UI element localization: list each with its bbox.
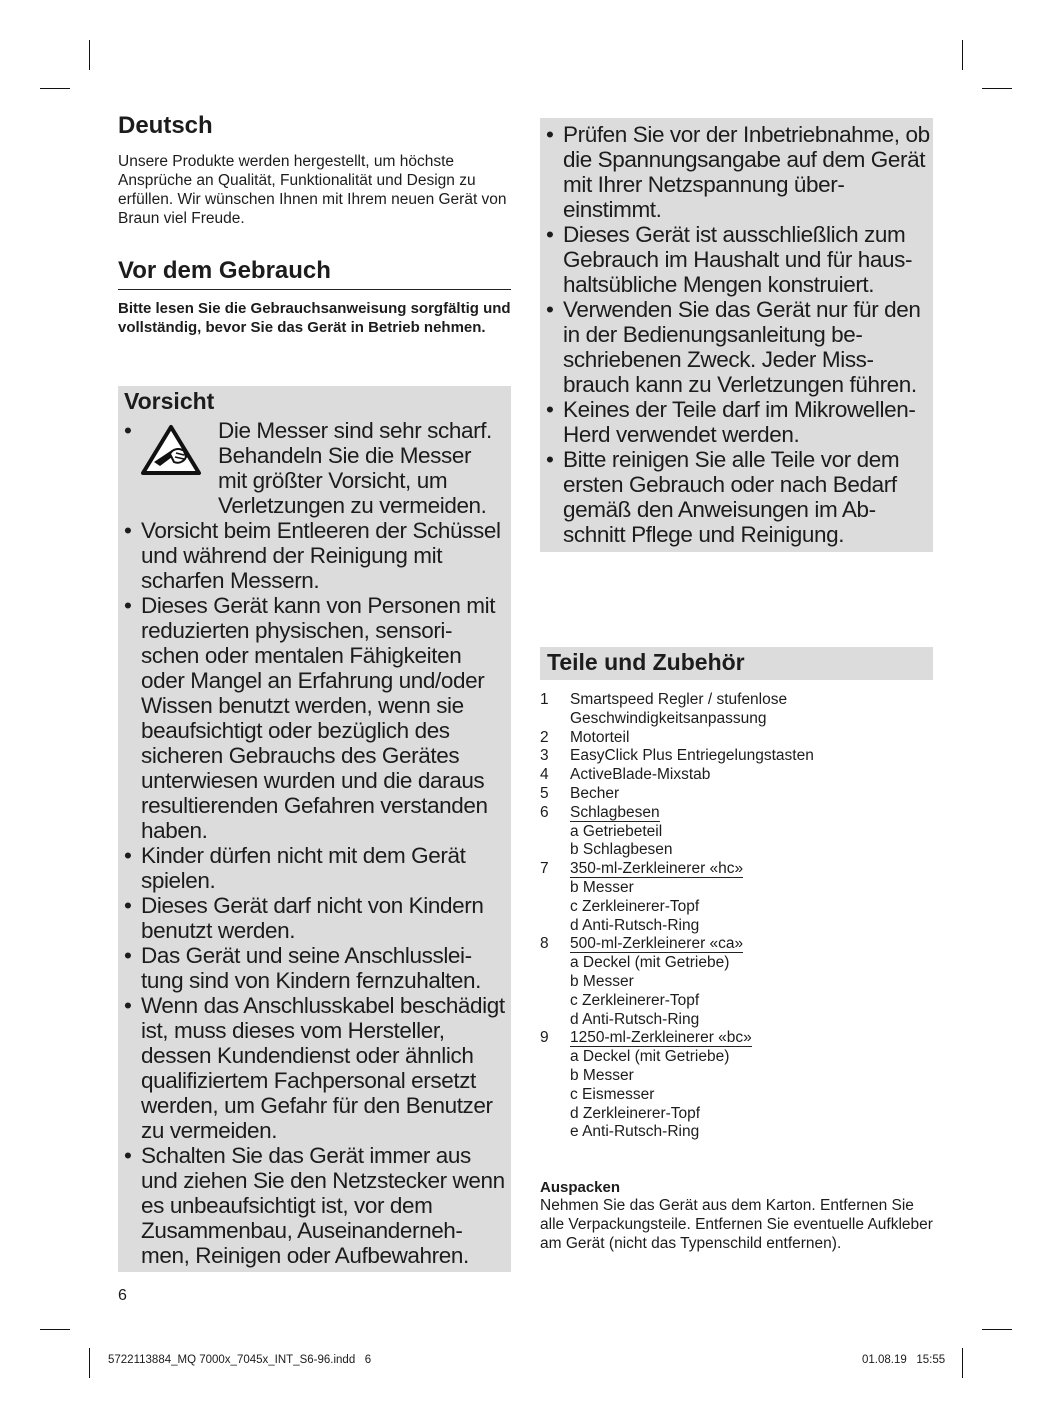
section-title-vor-dem-gebrauch: Vor dem Gebrauch xyxy=(118,257,511,290)
parts-item: 8 500-ml-Zerkleinerer «ca» a Deckel (mit Getriebe) b Messer c Zerkleinerer-Topf d Anti-Rutsch-Ring xyxy=(540,935,744,1028)
page-number: 6 xyxy=(118,1287,127,1304)
list-item: • Dieses Gerät darf nicht von Kindern benutzt werden. xyxy=(124,893,484,943)
read-instructions-note: Bitte lesen Sie die Gebrauchsanweisung sorgfältig und vollständig, bevor Sie das Gerät in Betrieb nehmen. xyxy=(118,300,511,336)
section-title-teile: Teile und Zubehör xyxy=(547,649,745,675)
vorsicht-list xyxy=(124,518,509,1268)
parts-item: 2 Motorteil xyxy=(540,728,630,746)
section-title-deutsch: Deutsch xyxy=(118,112,213,139)
list-item: • Wenn das Anschlusskabel beschädigt ist, muss dieses vom Hersteller, dessen Kundendienst oder ähnlich qualifiziertem Fachpersonal ersetzt werden, um Gefahr für den Benutzer zu vermeiden. xyxy=(124,993,505,1143)
list-item: • Verwenden Sie das Gerät nur für den in der Bedienungsanleitung be-schriebenen Zweck. Jeder Miss-brauch kann zu Verletzungen führen. xyxy=(546,297,921,397)
footer-filename: 5722113884_MQ 7000x_7045x_INT_S6-96.indd 6 xyxy=(108,1354,372,1366)
crop-mark xyxy=(962,40,963,70)
list-item: • Keines der Teile darf im Mikrowellen-Herd verwendet werden. xyxy=(546,397,916,447)
list-item: • Dieses Gerät kann von Personen mit reduzierten physischen, sensori-schen oder mentalen Fähigkeiten oder Mangel an Erfahrung und/oder Wissen benutzt werden, wenn sie beaufsichtigt oder bezüglich des sicheren Gebrauchs des Gerätes unterwiesen wurden und die daraus resultierenden Gefahren verstanden haben. xyxy=(124,593,496,843)
vorsicht-title: Vorsicht xyxy=(124,388,215,414)
parts-item: 3 EasyClick Plus Entriegelungstasten xyxy=(540,747,814,765)
knife-warning-icon xyxy=(140,424,202,476)
auspacken-title: Auspacken xyxy=(540,1179,621,1196)
parts-item: 4 ActiveBlade-Mixstab xyxy=(540,766,711,784)
parts-list xyxy=(540,691,935,1142)
crop-mark xyxy=(982,88,1012,89)
auspacken-text: Nehmen Sie das Gerät aus dem Karton. Entfernen Sie alle Verpackungsteile. Entfernen Sie eventuelle Aufkleber am Gerät (nicht das Typenschild entfernen). xyxy=(540,1197,933,1252)
list-item: • Das Gerät und seine Anschlusslei-tung sind von Kindern fernzuhalten. xyxy=(124,943,481,993)
list-item: • Bitte reinigen Sie alle Teile vor dem ersten Gebrauch oder nach Bedarf gemäß den Anweisungen im Ab-schnitt Pflege und Reinigung. xyxy=(546,447,900,547)
list-item: • Kinder dürfen nicht mit dem Gerät spielen. xyxy=(124,843,466,893)
footer-timestamp: 01.08.19 15:55 xyxy=(862,1354,946,1366)
parts-item: 5 Becher xyxy=(540,784,620,802)
list-item: • Dieses Gerät ist ausschließlich zum Gebrauch im Haushalt und für haus-haltsübliche Mengen konstruiert. xyxy=(546,222,913,297)
list-item: • Vorsicht beim Entleeren der Schüssel und während der Reinigung mit scharfen Messern. xyxy=(124,518,501,593)
crop-mark xyxy=(40,1329,70,1330)
parts-item: 6 Schlagbesen a Getriebeteil b Schlagbesen xyxy=(540,803,673,859)
crop-mark xyxy=(982,1329,1012,1330)
vorsicht-continued-list xyxy=(546,122,931,547)
parts-item: 1 Smartspeed Regler / stufenlose Geschwindigkeitsanpassung xyxy=(540,691,788,727)
blade-warning-text: Die Messer sind sehr scharf. Behandeln Sie die Messer mit größter Vorsicht, um Verletzungen zu vermeiden. xyxy=(218,418,492,518)
crop-mark xyxy=(89,40,90,70)
warning-bullet: • xyxy=(124,418,132,443)
parts-item: 9 1250-ml-Zerkleinerer «bc» a Deckel (mit Getriebe) b Messer c Eismesser d Zerkleinerer-Topf e Anti-Rutsch-Ring xyxy=(540,1029,752,1141)
list-item: • Prüfen Sie vor der Inbetriebnahme, ob die Spannungsangabe auf dem Gerät mit Ihrer Netzspannung über-einstimmt. xyxy=(546,122,930,222)
crop-mark xyxy=(40,88,70,89)
crop-mark xyxy=(962,1348,963,1378)
crop-mark xyxy=(89,1348,90,1378)
list-item: • Schalten Sie das Gerät immer aus und ziehen Sie den Netzstecker wenn es unbeaufsichtigt ist, vor dem Zusammenbau, Auseinanderneh-men, Reinigen oder Aufbewahren. xyxy=(124,1143,505,1268)
intro-paragraph: Unsere Produkte werden hergestellt, um höchste Ansprüche an Qualität, Funktionalität und Design zu erfüllen. Wir wünschen Ihnen mit Ihrem neuen Gerät von Braun viel Freude. xyxy=(118,153,507,227)
parts-item: 7 350-ml-Zerkleinerer «hc» b Messer c Zerkleinerer-Topf d Anti-Rutsch-Ring xyxy=(540,860,744,934)
